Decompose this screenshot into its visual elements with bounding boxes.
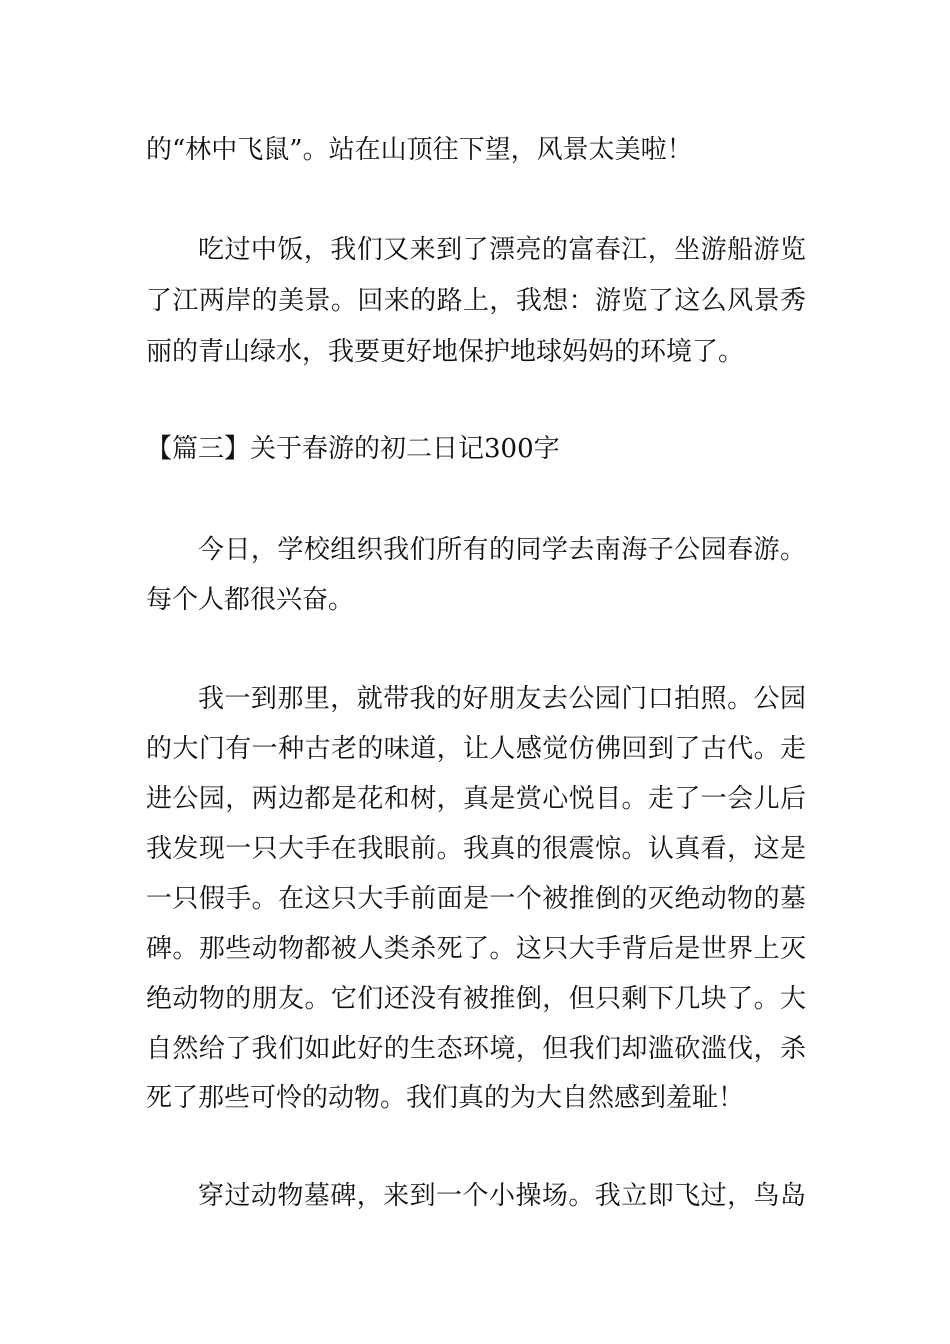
paragraph-line: 一只假手。在这只大手前面是一个被推倒的灭绝动物的墓 [146, 884, 806, 914]
paragraph-line: 我发现一只大手在我眼前。我真的很震惊。认真看，这是 [146, 834, 806, 864]
paragraph-line: 的“林中飞鼠”。站在山顶往下望，风景太美啦！ [146, 135, 693, 165]
paragraph-line: 自然给了我们如此好的生态环境，但我们却滥砍滥伐，杀 [146, 1034, 806, 1064]
section-heading: 【篇三】关于春游的初二日记300字 [146, 434, 560, 464]
paragraph-line: 死了那些可怜的动物。我们真的为大自然感到羞耻！ [146, 1083, 745, 1113]
paragraph-line: 丽的青山绿水，我要更好地保护地球妈妈的环境了。 [146, 337, 745, 367]
paragraph-line: 进公园，两边都是花和树，真是赏心悦目。走了一会儿后 [146, 784, 806, 814]
paragraph-line: 了江两岸的美景。回来的路上，我想：游览了这么风景秀 [146, 286, 806, 316]
paragraph-line: 每个人都很兴奋。 [146, 585, 355, 615]
paragraph-line: 碑。那些动物都被人类杀死了。这只大手背后是世界上灭 [146, 934, 806, 964]
paragraph-line: 吃过中饭，我们又来到了漂亮的富春江，坐游船游览 [198, 235, 806, 265]
paragraph-line: 穿过动物墓碑，来到一个小操场。我立即飞过，鸟岛 [198, 1181, 806, 1211]
paragraph-line: 我一到那里，就带我的好朋友去公园门口拍照。公园 [198, 684, 806, 714]
paragraph-line: 今日，学校组织我们所有的同学去南海子公园春游。 [198, 535, 806, 565]
paragraph-line: 的大门有一种古老的味道，让人感觉仿佛回到了古代。走 [146, 734, 806, 764]
paragraph-line: 绝动物的朋友。它们还没有被推倒，但只剩下几块了。大 [146, 984, 806, 1014]
